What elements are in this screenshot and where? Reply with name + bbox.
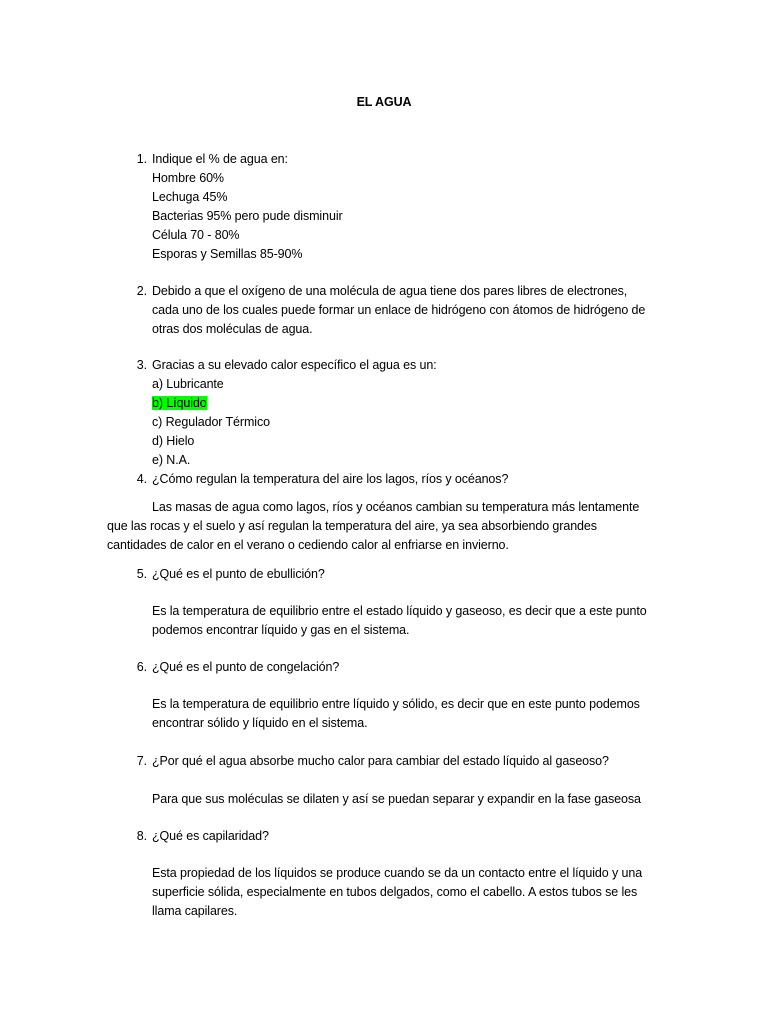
q5-answer-line: podemos encontrar líquido y gas en el sistema. — [152, 623, 410, 637]
q2-number: 2. — [136, 284, 147, 298]
q3-block — [152, 356, 672, 470]
q2-line: Debido a que el oxígeno de una molécula de agua tiene dos pares libres de electrones, — [152, 284, 628, 298]
q7-number: 7. — [136, 754, 147, 768]
q3-option-e: e) N.A. — [152, 453, 191, 467]
q5-number: 5. — [136, 567, 147, 581]
q6-answer-line: Es la temperatura de equilibrio entre líquido y sólido, es decir que en este punto podemos — [152, 697, 640, 711]
q3-question: Gracias a su elevado calor específico el agua es un: — [152, 358, 437, 372]
q1-line: Bacterias 95% pero pude disminuir — [152, 209, 343, 223]
q8-question-block — [152, 827, 672, 846]
q5-question: ¿Qué es el punto de ebullición? — [152, 567, 325, 581]
q4-answer-line: que las rocas y el suelo y así regulan la temperatura del aire, ya sea absorbiendo grandes — [107, 519, 597, 533]
q3-option-b-highlighted: b) Líquido — [152, 396, 207, 410]
q5-question-block — [152, 565, 672, 584]
q4-question-block — [152, 470, 672, 489]
q8-answer-line: Esta propiedad de los líquidos se produce cuando se da un contacto entre el líquido y una — [152, 866, 643, 880]
q3-option-c: c) Regulador Térmico — [152, 415, 270, 429]
q2-block — [152, 282, 672, 339]
q4-number: 4. — [136, 472, 147, 486]
q1-line: Indique el % de agua en: — [152, 152, 288, 166]
q1-line: Célula 70 - 80% — [152, 228, 240, 242]
q8-answer-line: llama capilares. — [152, 904, 238, 918]
q1-block — [152, 150, 672, 264]
q4-answer-line: Las masas de agua como lagos, ríos y océanos cambian su temperatura más lentamente — [152, 500, 640, 514]
q2-line: cada uno de los cuales puede formar un enlace de hidrógeno con átomos de hidrógeno de — [152, 303, 646, 317]
q8-question: ¿Qué es capilaridad? — [152, 829, 269, 843]
q8-answer — [152, 864, 672, 921]
q1-line: Lechuga 45% — [152, 190, 228, 204]
q5-answer — [152, 602, 672, 640]
q4-answer-line: cantidades de calor en el verano o cediendo calor al enfriarse en invierno. — [107, 538, 509, 552]
q3-number: 3. — [136, 358, 147, 372]
q2-line: otras dos moléculas de agua. — [152, 322, 313, 336]
q3-option-a: a) Lubricante — [152, 377, 224, 391]
q6-question-block — [152, 658, 672, 677]
q6-answer — [152, 695, 672, 733]
q6-number: 6. — [136, 660, 147, 674]
document-title: EL AGUA — [356, 95, 412, 109]
q7-answer-line: Para que sus moléculas se dilaten y así se puedan separar y expandir en la fase gaseosa — [152, 792, 641, 806]
q8-number: 8. — [136, 829, 147, 843]
q7-answer — [152, 790, 672, 809]
q7-question: ¿Por qué el agua absorbe mucho calor para cambiar del estado líquido al gaseoso? — [152, 754, 609, 768]
q6-question: ¿Qué es el punto de congelación? — [152, 660, 340, 674]
q3-option-d: d) Hielo — [152, 434, 195, 448]
q4-answer — [107, 498, 667, 555]
q7-question-block — [152, 752, 672, 771]
q5-answer-line: Es la temperatura de equilibrio entre el estado líquido y gaseoso, es decir que a este punto — [152, 604, 647, 618]
q1-line: Hombre 60% — [152, 171, 224, 185]
q1-number: 1. — [136, 152, 147, 166]
q6-answer-line: encontrar sólido y líquido en el sistema. — [152, 716, 368, 730]
q4-question: ¿Cómo regulan la temperatura del aire los lagos, ríos y océanos? — [152, 472, 509, 486]
q1-line: Esporas y Semillas 85-90% — [152, 247, 303, 261]
q8-answer-line: superficie sólida, especialmente en tubos delgados, como el cabello. A estos tubos se les — [152, 885, 638, 899]
